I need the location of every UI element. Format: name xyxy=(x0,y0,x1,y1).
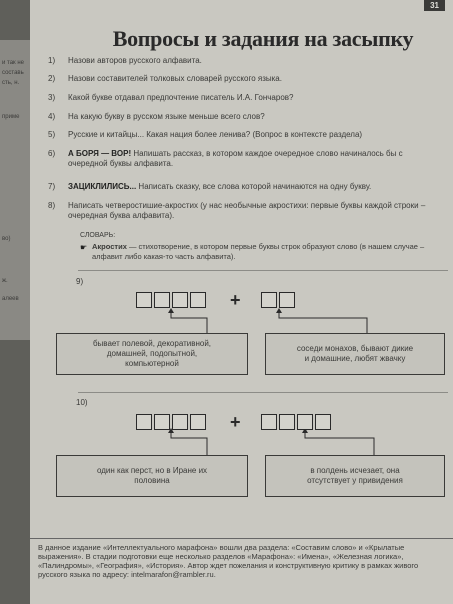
question-text: Какой букве отдавал предпочтение писатель И.А. Гончаров? xyxy=(68,93,294,102)
book-page xyxy=(30,0,453,604)
pointing-hand-icon: ☛ xyxy=(80,243,88,252)
question-bold-lead: ЗАЦИКЛИЛИСЬ... xyxy=(68,182,137,191)
plus-sign: + xyxy=(230,412,241,432)
prev-page-text: и так не xyxy=(2,60,24,66)
letter-cell[interactable] xyxy=(190,414,206,430)
letter-cell[interactable] xyxy=(154,414,170,430)
puzzle-number: 9) xyxy=(76,277,84,286)
previous-page-edge xyxy=(0,40,30,340)
letter-cell[interactable] xyxy=(297,414,313,430)
question-number: 4) xyxy=(48,112,56,121)
clue-box-left: один как перст, но в Иране их половина xyxy=(56,455,248,497)
dictionary-definition: — стихотворение, в котором первые буквы строк образуют слово (в нашем случае – алфавит либо какая-то часть алфавита). xyxy=(92,242,425,261)
question-number: 5) xyxy=(48,130,56,139)
question-number: 6) xyxy=(48,149,56,158)
prev-page-text: сть, н. xyxy=(2,80,20,86)
clue-box-left: бывает полевой, декоративной, домашней, подопытной, компьютерной xyxy=(56,333,248,375)
footer-note: В данное издание «Интеллектуального марафона» вошли два раздела: «Составим слово» и «Крылатые выражения». В стадии подготовки еще несколько разделов «Марафона»: «Имена», «Железная логика», «Палиндромы», «География», «История». Автор ждет пожелания и конструктивную критику в рамках живого русского языка по адресу: intelmarafon@rambler.ru. xyxy=(38,543,419,579)
letter-cells-left xyxy=(136,414,206,430)
question-number: 8) xyxy=(48,201,56,210)
dictionary-term: Акростих xyxy=(92,242,127,251)
prev-page-text: ж. xyxy=(2,278,8,284)
question-number: 3) xyxy=(48,93,56,102)
question-number: 1) xyxy=(48,56,56,65)
question-text: Русские и китайцы... Какая нация более ленива? (Вопрос в контексте раздела) xyxy=(68,130,363,139)
letter-cell[interactable] xyxy=(136,414,152,430)
letter-cell[interactable] xyxy=(315,414,331,430)
prev-page-text: во) xyxy=(2,236,11,242)
letter-cell[interactable] xyxy=(279,414,295,430)
page-title: Вопросы и задания на засыпку xyxy=(112,26,414,51)
prev-page-text: алеев xyxy=(2,296,19,302)
clue-box-right: соседи монахов, бывают дикие и домашние, любят жвачку xyxy=(265,333,445,375)
dictionary-label: СЛОВАРЬ: xyxy=(80,232,116,239)
prev-page-text: составь xyxy=(2,70,24,76)
footer-divider xyxy=(30,538,453,539)
question-text: Напишать рассказ, в котором каждое очередное слово начиналось бы с очередной буквы алфавита. xyxy=(68,149,403,168)
question-text: Назови составителей толковых словарей русского языка. xyxy=(68,74,282,83)
question-text: Написать четверостишие-акростих (у нас необычные акростихи: первые буквы каждой строки – очередная буква алфавита). xyxy=(68,201,426,220)
letter-cell[interactable] xyxy=(172,414,188,430)
clue-box-right: в полдень исчезает, она отсутствует у привидения xyxy=(265,455,445,497)
letter-cells-right xyxy=(261,414,331,430)
question-number: 2) xyxy=(48,74,56,83)
section-divider xyxy=(78,392,448,393)
puzzle-number: 10) xyxy=(76,398,88,407)
prev-page-text: приме xyxy=(2,114,20,120)
puzzle-arrows xyxy=(30,0,453,604)
question-bold-lead: А БОРЯ — ВОР! xyxy=(68,149,132,158)
question-text: Назови авторов русского алфавита. xyxy=(68,56,202,65)
question-number: 7) xyxy=(48,182,56,191)
plus-sign: + xyxy=(230,290,241,310)
question-text: На какую букву в русском языке меньше всего слов? xyxy=(68,112,265,121)
page-number: 31 xyxy=(424,0,445,11)
letter-cell[interactable] xyxy=(261,414,277,430)
question-text: Написать сказку, все слова которой начинаются на одну букву. xyxy=(136,182,372,191)
